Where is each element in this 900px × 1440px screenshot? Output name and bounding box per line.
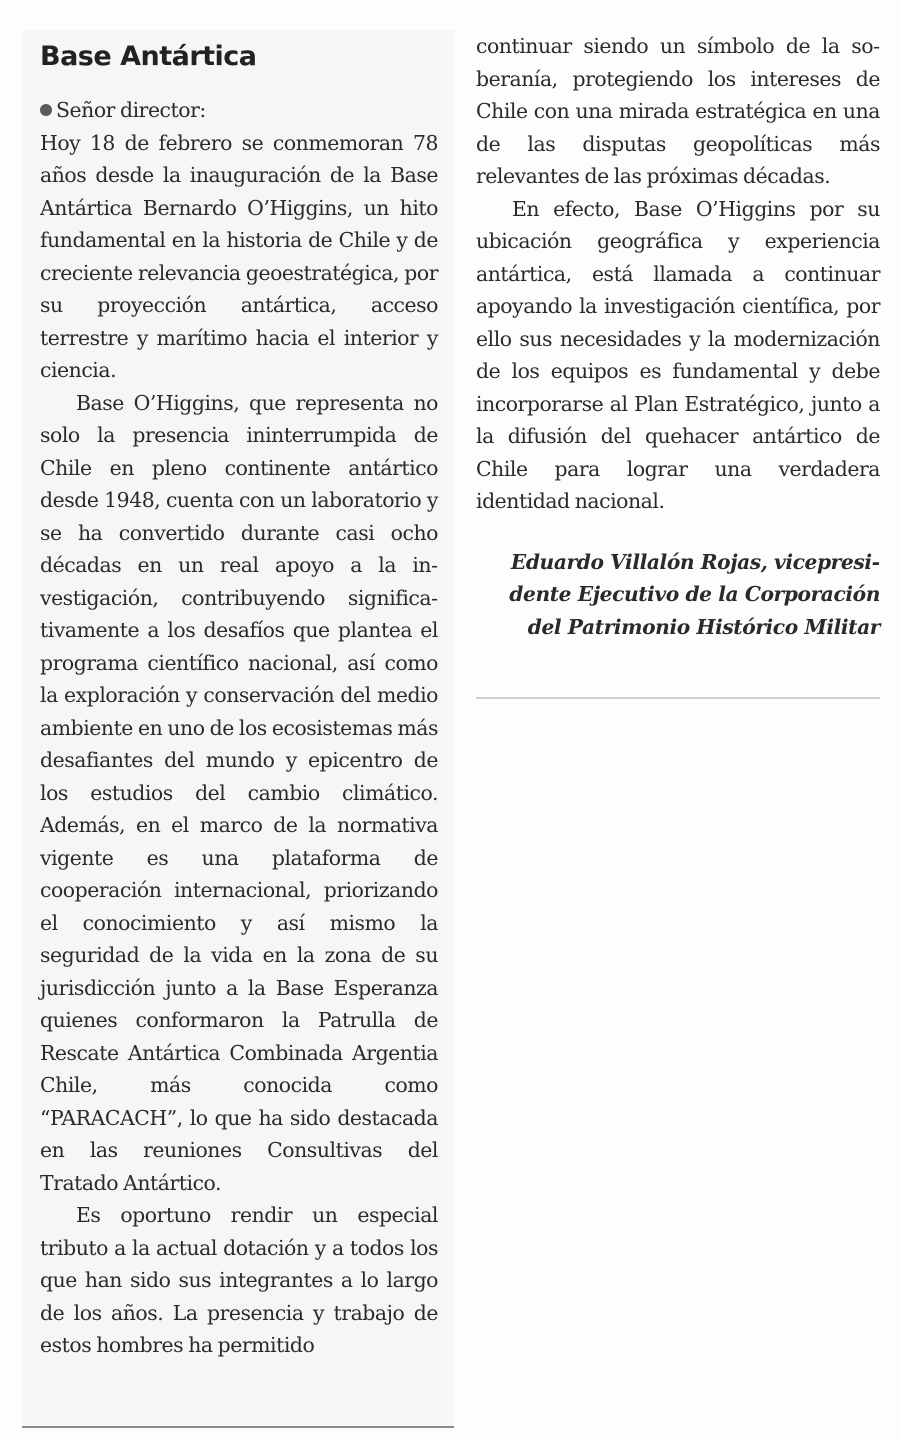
paragraph-1: Hoy 18 de febrero se conmemoran 78 años desde la inauguración de la Base Antártica Bernardo O’Higgins, un hito fundamental en la historia de Chile y de creciente relevancia geoestratégica, por su proyección antártica, acceso terrestre y marítimo hacia el interior y ciencia. (40, 130, 438, 382)
paragraph-4: En efecto, Base O’Higgins por su ubicación geográfica y experiencia antártica, está llamada a continuar apoyando la investigación científica, por ello sus necesidades y la modernización de los equipos es fundamental y debe incorporarse al Plan Estratégico, junto a la difusión del quehacer antártico de Chile para lograr una verdadera identidad nacional. (476, 196, 880, 513)
salutation: Señor director: (56, 98, 206, 122)
headline: Base Antártica (40, 41, 257, 72)
paragraph-2: Base O’Higgins, que representa no solo la presencia ininterrumpida de Chile en pleno continente antártico desde 1948, cuenta con un laboratorio y se ha convertido durante casi ocho décadas en un real apoyo a la investigación, contribuyendo significativamente a los desafíos que plantea el programa científico nacional, así como la exploración y conservación del medio ambiente en uno de los ecosistemas más desafiantes del mundo y epicentro de los estudios del cambio climático. Además, en el marco de la normativa vigente es una plataforma de cooperación internacional, priorizando el conocimiento y así mismo la seguridad de la vida en la zona de su jurisdicción junto a la Base Esperanza quienes conformaron la Patrulla de Rescate Antártica Combinada Argentia Chile, más conocida como “PARACACH”, lo que ha sido destacada en las reuniones Consultivas del Tratado Antártico. (40, 390, 438, 1195)
divider-line (476, 697, 880, 699)
paragraph-3-end: continuar siendo un símbolo de la soberanía, protegiendo los intereses de Chile con una mirada estratégica en una de las disputas geopolíticas más relevantes de las próximas décadas. (476, 34, 880, 188)
paragraph-3-start: Es oportuno rendir un especial tributo a la actual dotación y a todos los que han sido sus integrantes a lo largo de los años. La presencia y trabajo de estos hombres ha permitido (40, 1203, 438, 1357)
bottom-divider-line (22, 1426, 454, 1428)
salutation-line (40, 94, 438, 127)
bullet-icon (40, 104, 52, 116)
signature: Eduardo Villalón Rojas, vicepresidente Ejecutivo de la Corporación del Patrimonio Histórico Militar (509, 549, 880, 639)
left-column (22, 30, 454, 1425)
right-column (476, 30, 880, 643)
